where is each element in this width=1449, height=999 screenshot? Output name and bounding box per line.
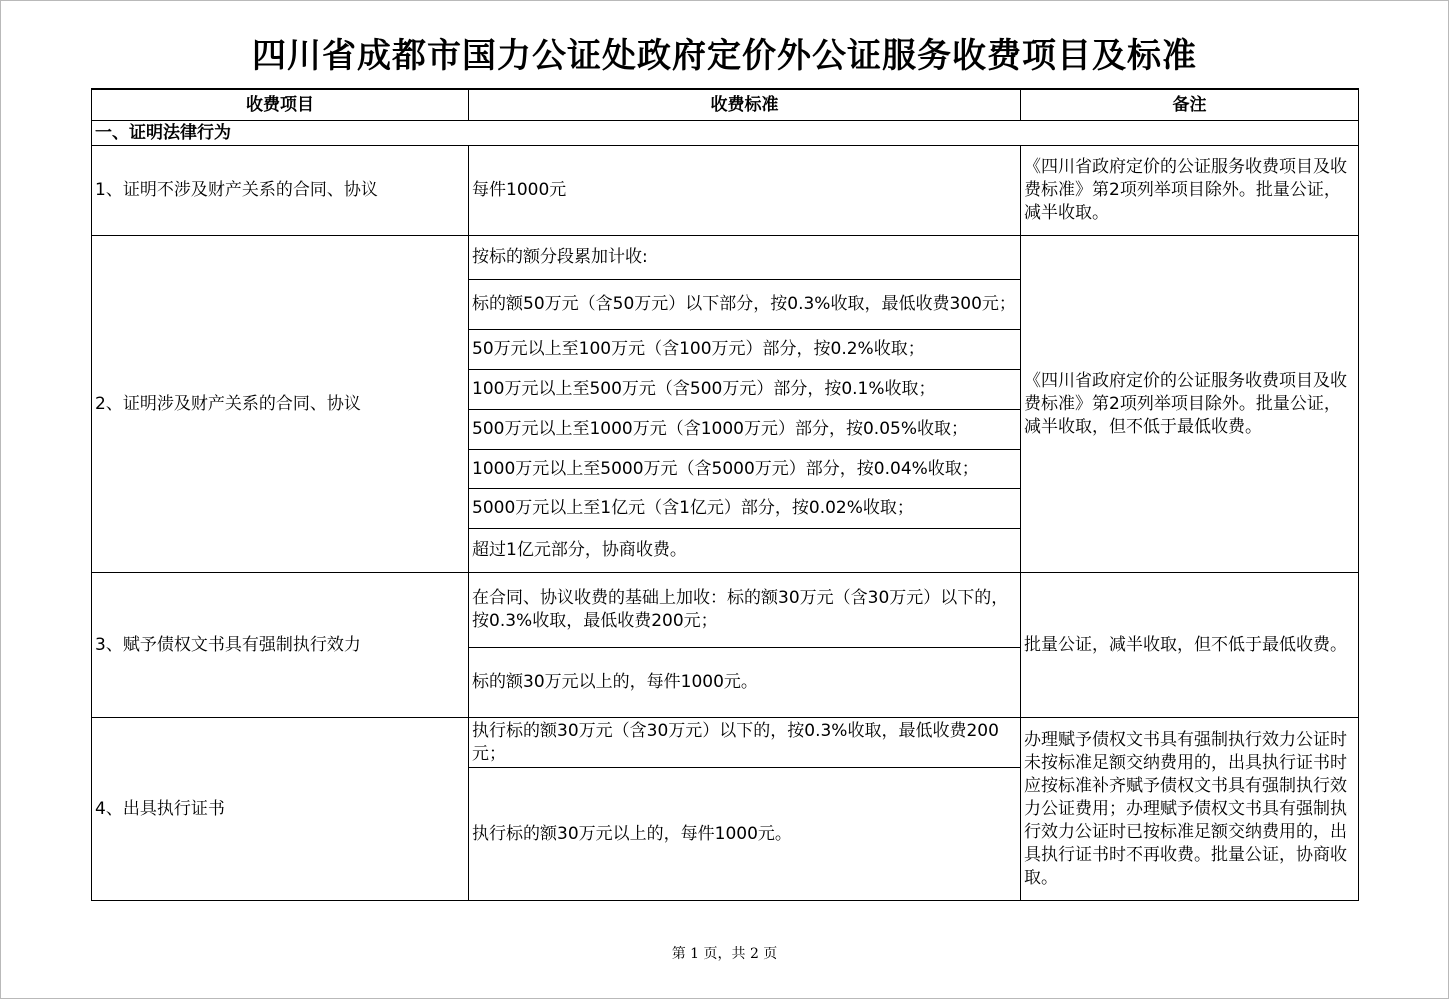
item-name: 2、证明涉及财产关系的合同、协议 [92, 236, 469, 573]
item-standard: 标的额30万元以上的，每件1000元。 [469, 648, 1021, 718]
item-standard: 执行标的额30万元以上的，每件1000元。 [469, 768, 1021, 901]
section-row [92, 121, 1359, 146]
item-standard: 在合同、协议收费的基础上加收：标的额30万元（含30万元）以下的，按0.3%收取，最低收费200元； [469, 573, 1021, 648]
fee-table [91, 88, 1359, 901]
item-remark: 办理赋予债权文书具有强制执行效力公证时未按标准足额交纳费用的，出具执行证书时应按标准补齐赋予债权文书具有强制执行效力公证费用；办理赋予债权文书具有强制执行效力公证时已按标准足额交纳费用的，出具执行证书时不再收费。批量公证，协商收取。 [1021, 718, 1359, 901]
item-remark: 《四川省政府定价的公证服务收费项目及收费标准》第2项列举项目除外。批量公证，减半收取，但不低于最低收费。 [1021, 236, 1359, 573]
section-title: 一、证明法律行为 [92, 121, 1359, 146]
header-item: 收费项目 [92, 89, 469, 121]
table-row [92, 236, 1359, 280]
item-standard: 每件1000元 [469, 146, 1021, 236]
table-row [92, 573, 1359, 648]
header-remark: 备注 [1021, 89, 1359, 121]
item-standard: 100万元以上至500万元（含500万元）部分，按0.1%收取； [469, 370, 1021, 410]
item-name: 3、赋予债权文书具有强制执行效力 [92, 573, 469, 718]
item-name: 1、证明不涉及财产关系的合同、协议 [92, 146, 469, 236]
header-standard: 收费标准 [469, 89, 1021, 121]
table-row [92, 146, 1359, 236]
header-row [92, 89, 1359, 121]
item-standard: 1000万元以上至5000万元（含5000万元）部分，按0.04%收取； [469, 450, 1021, 489]
page-footer: 第 1 页，共 2 页 [671, 946, 778, 962]
item-name: 4、出具执行证书 [92, 718, 469, 901]
item-standard: 50万元以上至100万元（含100万元）部分，按0.2%收取； [469, 330, 1021, 370]
item-standard: 执行标的额30万元（含30万元）以下的，按0.3%收取，最低收费200元； [469, 718, 1021, 768]
document-title: 四川省成都市国力公证处政府定价外公证服务收费项目及标准 [252, 36, 1197, 76]
item-standard: 5000万元以上至1亿元（含1亿元）部分，按0.02%收取； [469, 489, 1021, 529]
item-standard: 500万元以上至1000万元（含1000万元）部分，按0.05%收取； [469, 410, 1021, 450]
item-standard: 标的额50万元（含50万元）以下部分，按0.3%收取，最低收费300元； [469, 280, 1021, 330]
item-standard: 超过1亿元部分，协商收费。 [469, 529, 1021, 573]
table-row [92, 718, 1359, 768]
item-remark: 批量公证，减半收取，但不低于最低收费。 [1021, 573, 1359, 718]
item-standard: 按标的额分段累加计收: [469, 236, 1021, 280]
item-remark: 《四川省政府定价的公证服务收费项目及收费标准》第2项列举项目除外。批量公证，减半收取。 [1021, 146, 1359, 236]
